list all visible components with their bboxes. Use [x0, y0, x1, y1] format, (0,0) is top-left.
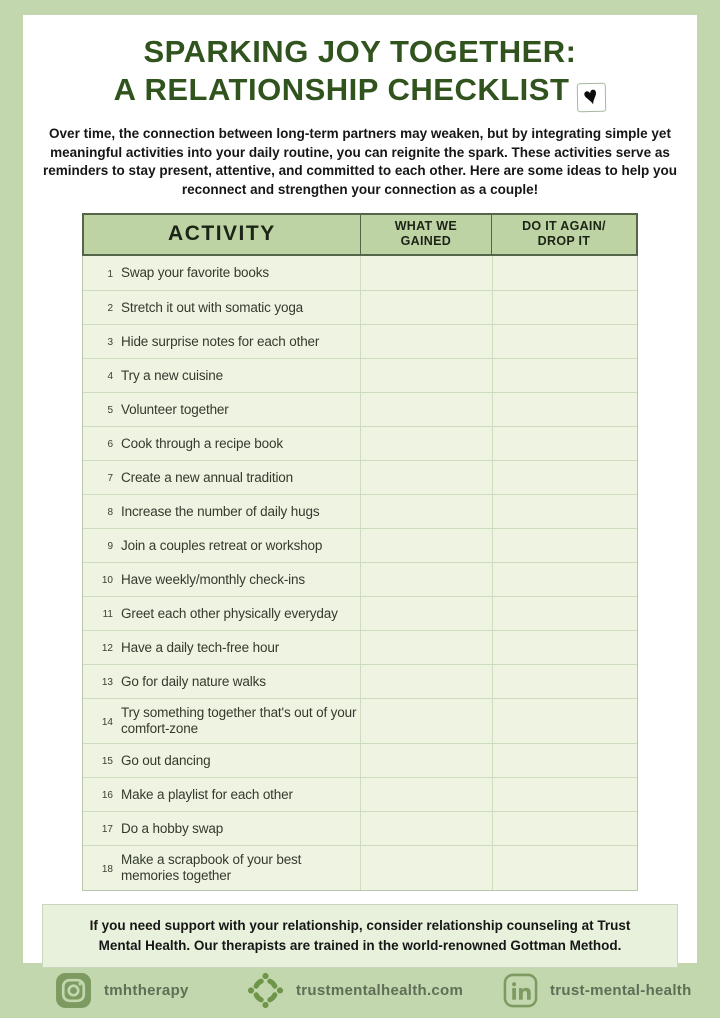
instagram-icon — [55, 972, 92, 1009]
row-number: 2 — [107, 303, 113, 315]
verdict-cell[interactable] — [492, 359, 637, 392]
verdict-cell[interactable] — [492, 744, 637, 777]
activity-cell — [83, 699, 360, 743]
title-line-2: A RELATIONSHIP CHECKLIST — [113, 72, 570, 108]
intro-text: Over time, the connection between long-term partners may weaken, but by integrating simple yet meaningful activities into your daily routine, you can reignite the spark. These activities serve as reminders to stay present, attentive, and committed to each other. Here are some ideas to help you reconnect and strengthen your connection as a couple! — [43, 126, 677, 197]
row-number: 10 — [101, 575, 113, 587]
verdict-cell[interactable] — [492, 631, 637, 664]
gained-cell[interactable] — [360, 665, 492, 698]
table-row — [83, 256, 637, 290]
row-number: 12 — [101, 643, 113, 655]
row-number: 13 — [101, 677, 113, 689]
activity-text: Have weekly/monthly check-ins — [121, 571, 305, 587]
activity-text: Hide surprise notes for each other — [121, 333, 320, 349]
verdict-cell[interactable] — [492, 597, 637, 630]
linkedin-handle: trust-mental-health — [550, 982, 692, 999]
row-number: 7 — [107, 473, 113, 485]
activity-text: Stretch it out with somatic yoga — [121, 299, 304, 315]
table-row — [83, 324, 637, 358]
activity-cell — [83, 256, 360, 290]
activity-cell — [83, 393, 360, 426]
table-row — [83, 743, 637, 777]
gained-cell[interactable] — [360, 427, 492, 460]
row-number: 4 — [107, 371, 113, 383]
gained-cell[interactable] — [360, 495, 492, 528]
activity-cell — [83, 631, 360, 664]
verdict-cell[interactable] — [492, 427, 637, 460]
activity-cell — [83, 461, 360, 494]
activity-cell — [83, 665, 360, 698]
activity-text: Increase the number of daily hugs — [121, 503, 320, 519]
activity-text: Make a scrapbook of your best memories together — [121, 852, 302, 883]
activity-cell — [83, 291, 360, 324]
activity-cell — [83, 563, 360, 596]
activity-cell — [83, 846, 360, 890]
table-row — [83, 596, 637, 630]
verdict-cell[interactable] — [492, 778, 637, 811]
activity-text: Cook through a recipe book — [121, 435, 283, 451]
row-number: 6 — [107, 439, 113, 451]
table-row — [83, 811, 637, 845]
table-row — [83, 664, 637, 698]
activity-cell — [83, 495, 360, 528]
activity-text: Try something together that's out of your comfort-zone — [121, 705, 357, 736]
activity-cell — [83, 812, 360, 845]
activity-text: Join a couples retreat or workshop — [121, 537, 323, 553]
activity-cell — [83, 778, 360, 811]
linkedin-link[interactable] — [503, 963, 692, 1018]
row-number: 3 — [107, 337, 113, 349]
table-row — [83, 358, 637, 392]
verdict-cell[interactable] — [492, 393, 637, 426]
social-footer — [0, 963, 720, 1018]
table-row — [83, 460, 637, 494]
row-number: 11 — [102, 609, 113, 621]
activity-text: Go for daily nature walks — [121, 673, 266, 689]
row-number: 18 — [101, 863, 113, 875]
activity-text: Go out dancing — [121, 752, 211, 768]
verdict-cell[interactable] — [492, 529, 637, 562]
row-number: 5 — [107, 405, 113, 417]
page-title — [23, 33, 697, 112]
column-header-activity: ACTIVITY — [168, 222, 276, 246]
content-card — [23, 15, 697, 963]
instagram-link[interactable] — [55, 963, 189, 1018]
support-note: If you need support with your relationship, consider relationship counseling at Trust Mental Health. Our therapists are trained in the world-renowned Gottman Method. — [42, 904, 678, 969]
table-row — [83, 777, 637, 811]
activity-table — [82, 213, 638, 891]
activity-text: Create a new annual tradition — [121, 469, 294, 485]
gained-cell[interactable] — [360, 393, 492, 426]
verdict-cell[interactable] — [492, 812, 637, 845]
gained-cell[interactable] — [360, 256, 492, 290]
instagram-handle: tmhtherapy — [104, 982, 189, 999]
gained-cell[interactable] — [360, 744, 492, 777]
website-link[interactable] — [247, 963, 463, 1018]
title-line-1: SPARKING JOY TOGETHER: — [143, 34, 577, 69]
activity-text: Have a daily tech-free hour — [121, 639, 280, 655]
table-row — [83, 494, 637, 528]
verdict-cell[interactable] — [492, 563, 637, 596]
row-number: 8 — [107, 507, 113, 519]
table-row — [83, 562, 637, 596]
activity-cell — [83, 529, 360, 562]
activity-cell — [83, 597, 360, 630]
row-number: 1 — [107, 268, 113, 280]
gained-cell[interactable] — [360, 529, 492, 562]
verdict-cell[interactable] — [492, 325, 637, 358]
table-row — [83, 392, 637, 426]
row-number: 16 — [101, 790, 113, 802]
heart-checkbox-icon: ♥ — [577, 83, 607, 113]
gained-cell[interactable] — [360, 631, 492, 664]
gained-cell[interactable] — [360, 699, 492, 743]
activity-table-body — [82, 256, 638, 891]
table-row — [83, 845, 637, 890]
gained-cell[interactable] — [360, 812, 492, 845]
activity-text: Try a new cuisine — [121, 367, 223, 383]
activity-text: Do a hobby swap — [121, 820, 224, 836]
table-row — [83, 426, 637, 460]
table-header-row — [82, 213, 638, 256]
tmh-logo-icon — [247, 972, 284, 1009]
activity-text: Swap your favorite books — [121, 265, 269, 281]
activity-cell — [83, 359, 360, 392]
verdict-cell[interactable] — [492, 495, 637, 528]
gained-cell[interactable] — [360, 291, 492, 324]
row-number: 17 — [101, 824, 113, 836]
verdict-cell[interactable] — [492, 461, 637, 494]
gained-cell[interactable] — [360, 778, 492, 811]
linkedin-icon — [503, 973, 538, 1008]
gained-cell[interactable] — [360, 597, 492, 630]
table-row — [83, 528, 637, 562]
column-header-gained: WHAT WE GAINED — [360, 215, 491, 254]
table-row — [83, 698, 637, 743]
verdict-cell[interactable] — [492, 291, 637, 324]
column-header-verdict: DO IT AGAIN/ DROP IT — [491, 215, 636, 254]
row-number: 14 — [101, 716, 113, 728]
activity-cell — [83, 744, 360, 777]
row-number: 9 — [107, 541, 113, 553]
activity-text: Make a playlist for each other — [121, 786, 293, 802]
website-url: trustmentalhealth.com — [296, 982, 464, 999]
verdict-cell[interactable] — [492, 846, 637, 890]
gained-cell[interactable] — [360, 325, 492, 358]
activity-cell — [83, 427, 360, 460]
verdict-cell[interactable] — [492, 665, 637, 698]
gained-cell[interactable] — [360, 846, 492, 890]
gained-cell[interactable] — [360, 461, 492, 494]
verdict-cell[interactable] — [492, 699, 637, 743]
activity-text: Volunteer together — [121, 401, 229, 417]
row-number: 15 — [101, 756, 113, 768]
verdict-cell[interactable] — [492, 256, 637, 290]
gained-cell[interactable] — [360, 359, 492, 392]
gained-cell[interactable] — [360, 563, 492, 596]
activity-text: Greet each other physically everyday — [121, 605, 338, 621]
activity-cell — [83, 325, 360, 358]
table-row — [83, 630, 637, 664]
table-row — [83, 290, 637, 324]
